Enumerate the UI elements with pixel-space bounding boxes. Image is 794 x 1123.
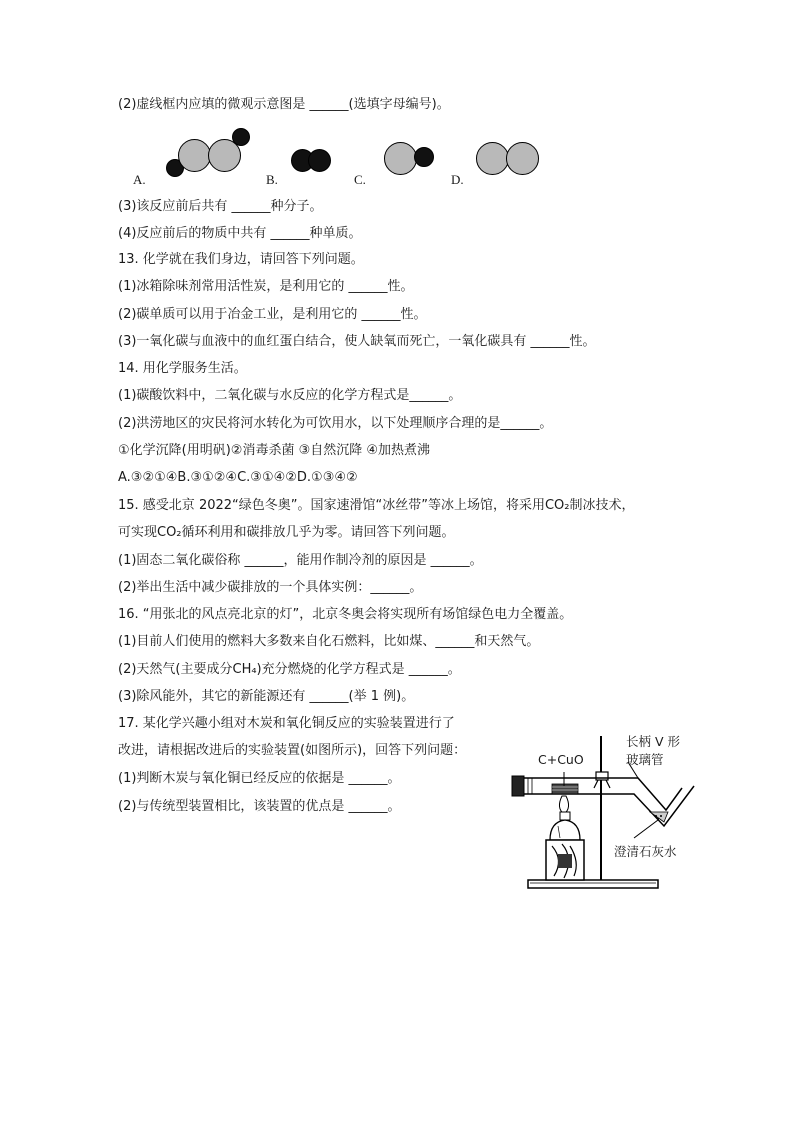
label-reactants: C+CuO [538,752,584,767]
option-d-label[interactable]: D. [451,172,464,187]
q16-part3: (3)除风能外，其它的新能源还有 ______(举 1 例)。 [118,689,415,704]
label-limewater: 澄清石灰水 [614,844,677,859]
q17-stem-line1: 17. 某化学兴趣小组对木炭和氧化铜反应的实验装置进行了 [118,716,455,731]
atom-small-black [414,147,434,167]
q15-stem-line2: 可实现CO₂循环利用和碳排放几乎为零。请回答下列问题。 [118,525,455,540]
q12-part3: (3)该反应前后共有 ______种分子。 [118,199,323,214]
atom-small-black [232,128,250,146]
atom-large-gray [178,139,211,172]
label-v-tube-line1: 长柄 V 形 [626,734,680,749]
option-b-label[interactable]: B. [266,172,278,187]
q15-part1: (1)固态二氧化碳俗称 ______，能用作制冷剂的原因是 ______。 [118,553,483,568]
atom-medium-black [308,149,331,172]
q14-stem: 14. 用化学服务生活。 [118,361,247,376]
atom-large-gray [384,142,417,175]
label-v-tube-line2: 玻璃管 [626,752,664,767]
q13-part2: (2)碳单质可以用于冶金工业，是利用它的 ______性。 [118,307,427,322]
q13-part3: (3)一氧化碳与血液中的血红蛋白结合，使人缺氧而死亡，一氧化碳具有 ______性。 [118,334,596,349]
atom-large-gray [506,142,539,175]
q12-part2: (2)虚线框内应填的微观示意图是 ______(选填字母编号)。 [118,97,450,112]
q15-part2: (2)举出生活中减少碳排放的一个具体实例：______。 [118,580,423,595]
q12-part4: (4)反应前后的物质中共有 ______种单质。 [118,226,362,241]
molecule-options [118,125,578,190]
q13-part1: (1)冰箱除味剂常用活性炭，是利用它的 ______性。 [118,279,414,294]
q17-part2: (2)与传统型装置相比，该装置的优点是 ______。 [118,799,401,814]
experiment-apparatus [498,730,698,900]
atom-large-gray [476,142,509,175]
q15-stem-line1: 15. 感受北京 2022“绿色冬奥”。国家速滑馆“冰丝带”等冰上场馆，将采用CO₂制冰技术， [118,498,635,513]
option-c-label[interactable]: C. [354,172,366,187]
q16-stem: 16. “用张北的风点亮北京的灯”，北京冬奥会将实现所有场馆绿色电力全覆盖。 [118,607,573,622]
q16-part1: (1)目前人们使用的燃料大多数来自化石燃料，比如煤、______和天然气。 [118,634,540,649]
option-a-label[interactable]: A. [133,172,146,187]
q14-choices: A.③②①④B.③①②④C.③①④②D.①③④② [118,470,358,485]
q13-stem: 13. 化学就在我们身边，请回答下列问题。 [118,252,364,267]
q14-part2: (2)洪涝地区的灾民将河水转化为可饮用水，以下处理顺序合理的是______。 [118,416,553,431]
q14-part1: (1)碳酸饮料中，二氧化碳与水反应的化学方程式是______。 [118,388,462,403]
apparatus-drawing [498,730,698,900]
q17-part1: (1)判断木炭与氧化铜已经反应的依据是 ______。 [118,771,401,786]
q16-part2: (2)天然气(主要成分CH₄)充分燃烧的化学方程式是 ______。 [118,662,461,677]
q17-stem-line2: 改进，请根据改进后的实验装置(如图所示)，回答下列问题： [118,743,467,758]
q14-steps: ①化学沉降(用明矾)②消毒杀菌 ③自然沉降 ④加热煮沸 [118,443,431,458]
